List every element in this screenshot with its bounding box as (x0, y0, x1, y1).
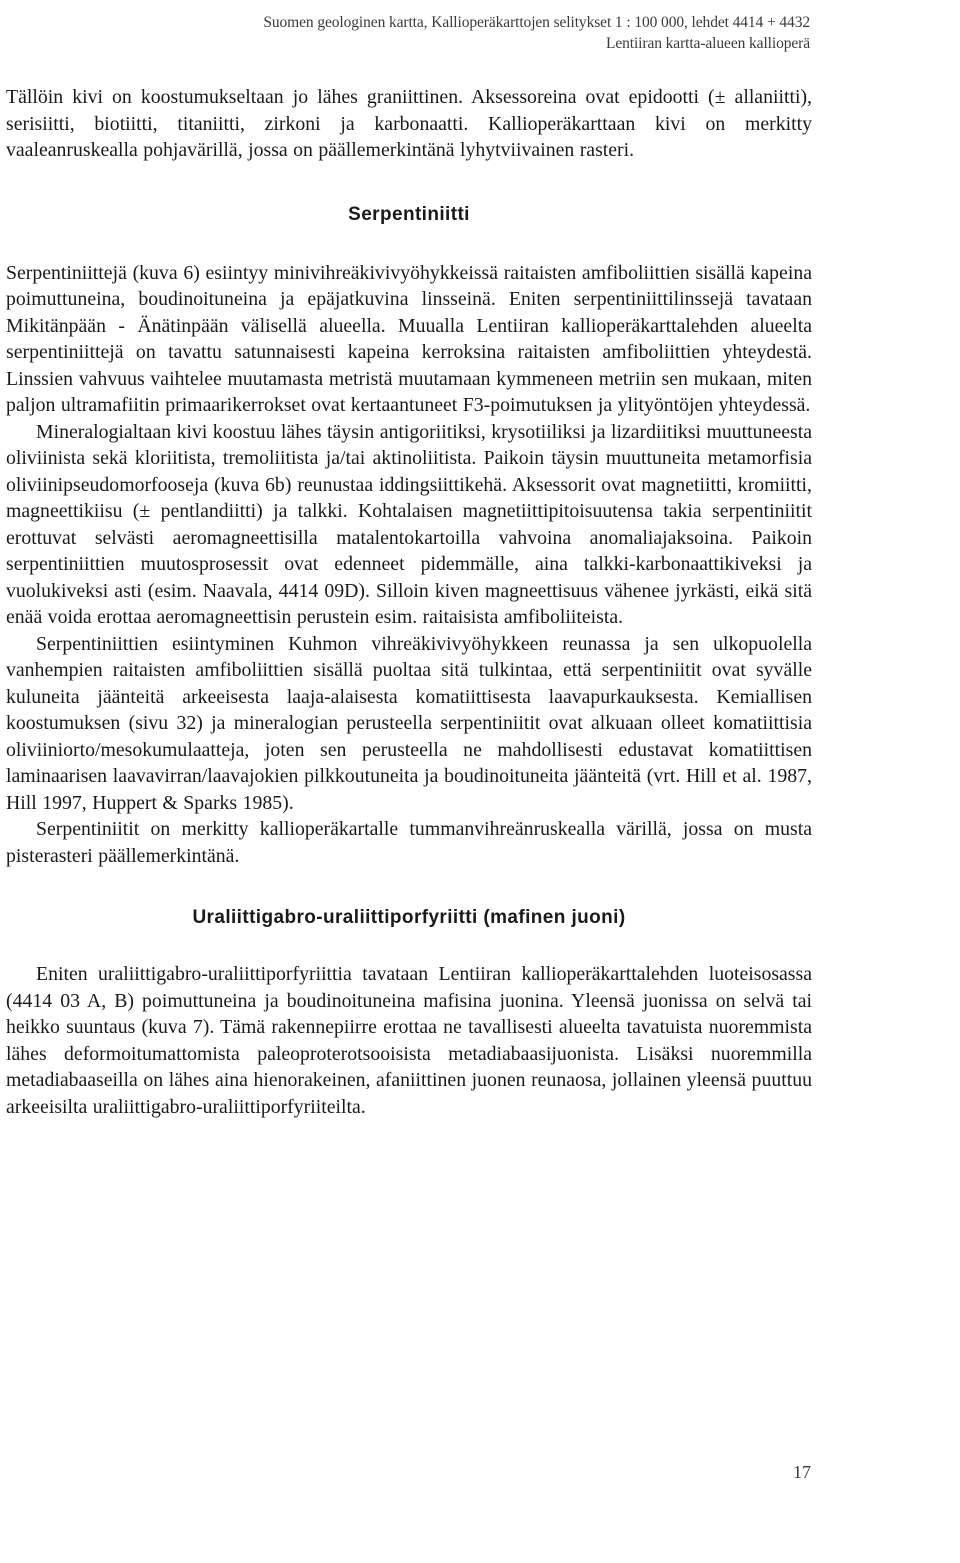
running-header-series: Suomen geologinen kartta, Kallioperäkarttojen selitykset 1 : 100 000, lehdet 4414 + 4432 (263, 14, 810, 31)
serpentiniitti-paragraph-1: Serpentiniittejä (kuva 6) esiintyy minivihreäkivivyöhykkeissä raitaisten amfiboliittien sisällä kapeina poimuttuneina, boudinoituneina ja epäjatkuvina linsseinä. Eniten serpentiniittilinssejä tavataan Mikitänpään - Änätinpään välisellä alueella. Muualla Lentiiran kallioperäkarttalehden alueelta serpentiniittejä on tavattu satunnaisesti kapeina kerroksina raitaisten amfiboliittien yhteydestä. Linssien vahvuus vaihtelee muutamasta metristä muutamaan kymmeneen metriin sen mukaan, miten paljon ultramafiitin primaarikerrokset ovat kertaantuneet F3-poimutuksen ja ylityöntöjen yhteydessä. (6, 261, 812, 416)
uraliittigabro-paragraph-1: Eniten uraliittigabro-uraliittiporfyriittia tavataan Lentiiran kallioperäkarttalehden luoteisosassa (4414 03 A, B) poimuttuneina ja boudinoituneina mafisina juonina. Yleensä juonissa on selvä tai heikko suuntaus (kuva 7). Tämä rakennepiirre erottaa ne tavallisesti alueelta tavatuista nuoremmista lähes deformoitumattomista paleoproterotsooisista metadiabaasijuonista. Lisäksi nuoremmilla metadiabaaseilla on lähes aina hienorakeinen, afaniittinen juonen reunaosa, jollainen yleensä puuttuu arkeeisilta uraliittigabro-uraliittiporfyriiteilta. (6, 963, 812, 1118)
section-title-uraliittigabro: Uraliittigabro-uraliittiporfyriitti (mafinen juoni) (192, 907, 626, 928)
intro-paragraph: Tällöin kivi on koostumukseltaan jo lähes graniittinen. Aksessoreina ovat epidootti (± allaniitti), serisiitti, biotiitti, titaniitti, zirkoni ja karbonaatti. Kallioperäkarttaan kivi on merkitty vaaleanruskealla pohjavärillä, jossa on päällemerkintänä lyhytviivainen rasteri. (6, 86, 812, 161)
section-title-serpentiniitti: Serpentiniitti (348, 203, 470, 225)
serpentiniitti-paragraph-4: Serpentiniitit on merkitty kallioperäkartalle tummanvihreänruskealla värillä, jossa on musta pisterasteri päällemerkintänä. (6, 818, 812, 867)
serpentiniitti-paragraph-3: Serpentiniittien esiintyminen Kuhmon vihreäkivivyöhykkeen reunassa ja sen ulkopuolella vanhempien raitaisten amfiboliittien sisällä puoltaa sitä tulkintaa, että serpentiniitit ovat syvälle kuluneita jäänteitä arkeeisesta laaja-alaisesta komatiittisesta laavapurkauksesta. Kemiallisen koostumuksen (sivu 32) ja mineralogian perusteella serpentiniitit ovat alkuaan olleet komatiittisia oliviiniorto/mesokumulaatteja, joten sen perusteella ne mahdollisesti edustavat komatiittisen laminaarisen laavavirran/laavajokien pilkkoutuneita ja boudinoituneita jäänteitä (vrt. Hill et al. 1987, Hill 1997, Huppert & Sparks 1985). (6, 632, 812, 814)
serpentiniitti-paragraph-2: Mineralogialtaan kivi koostuu lähes täysin antigoriitiksi, krysotiiliksi ja lizardiitiksi muuttuneesta oliviinista sekä kloriitista, tremoliitista ja/tai aktinoliitista. Paikoin täysin muuttuneita metamorfisia oliviinipseudomorfooseja (kuva 6b) reunustaa iddingsiittikehä. Aksessorit ovat magnetiitti, kromiitti, magneettikiisu (± pentlandiitti) ja talkki. Kohtalaisen magnetiittipitoisuutensa takia serpentiniitit erottuvat selvästi aeromagneettisilla matalentokartoilla vahvoina anomaliajaksoina. Paikoin serpentiniittien muutosprosessit ovat edenneet pidemmälle, aina talkki-karbonaattikiveksi ja vuolukiveksi asti (esim. Naavala, 4414 09D). Silloin kiven magneettisuus vähenee jyrkästi, eikä sitä enää voida erottaa aeromagneettisin perustein esim. raitaisista amfiboliiteista. (6, 420, 812, 628)
running-header-chapter: Lentiiran kartta-alueen kallioperä (605, 35, 810, 52)
page-number: 17 (793, 1462, 811, 1482)
running-header (263, 12, 810, 54)
page-body (6, 84, 812, 1120)
